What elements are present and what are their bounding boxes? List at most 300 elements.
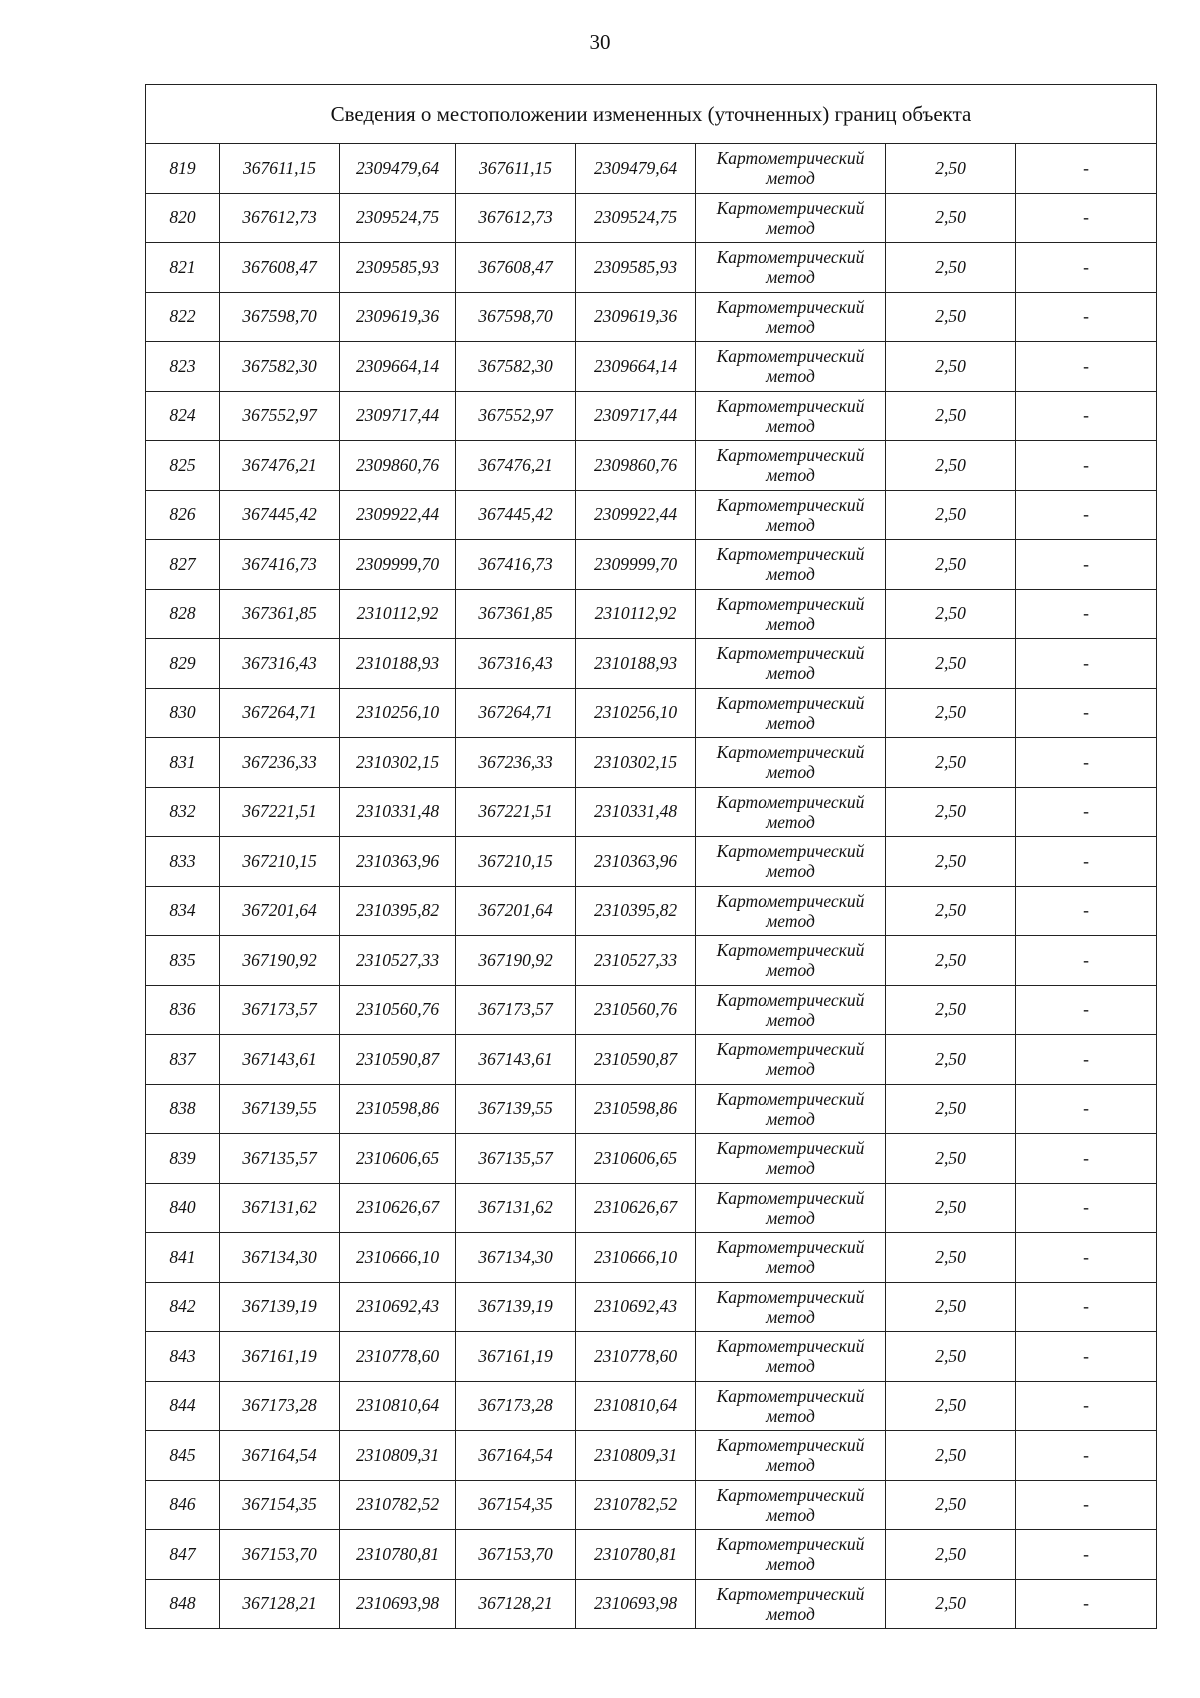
accuracy-cell: 2,50 — [886, 589, 1016, 639]
y-refined-cell: 2310810,64 — [576, 1381, 696, 1431]
x-refined-cell: 367143,61 — [456, 1035, 576, 1085]
y-existing-cell: 2309922,44 — [340, 490, 456, 540]
note-cell: - — [1016, 1579, 1157, 1629]
x-refined-cell: 367134,30 — [456, 1233, 576, 1283]
method-line-1: Картометрический — [716, 1187, 865, 1208]
table-row — [146, 1233, 1157, 1283]
table-row — [146, 1381, 1157, 1431]
y-existing-cell: 2310560,76 — [340, 985, 456, 1035]
method-line-2: метод — [766, 1158, 815, 1179]
point-number-cell: 819 — [146, 144, 220, 194]
method-line-1: Картометрический — [716, 247, 865, 268]
note-cell: - — [1016, 193, 1157, 243]
x-refined-cell: 367139,55 — [456, 1084, 576, 1134]
accuracy-cell: 2,50 — [886, 342, 1016, 392]
point-number-cell: 832 — [146, 787, 220, 837]
note-cell: - — [1016, 1134, 1157, 1184]
x-existing-cell: 367139,55 — [220, 1084, 340, 1134]
method-line-1: Картометрический — [716, 841, 865, 862]
x-existing-cell: 367445,42 — [220, 490, 340, 540]
note-cell: - — [1016, 787, 1157, 837]
method-line-1: Картометрический — [716, 643, 865, 664]
table-row — [146, 639, 1157, 689]
y-existing-cell: 2310527,33 — [340, 936, 456, 986]
method-cell — [696, 540, 886, 590]
y-existing-cell: 2310188,93 — [340, 639, 456, 689]
y-refined-cell: 2310782,52 — [576, 1480, 696, 1530]
x-existing-cell: 367154,35 — [220, 1480, 340, 1530]
method-line-1: Картометрический — [716, 890, 865, 911]
table-row — [146, 837, 1157, 887]
table-row — [146, 1134, 1157, 1184]
method-line-2: метод — [766, 514, 815, 535]
table-row — [146, 787, 1157, 837]
y-existing-cell: 2310590,87 — [340, 1035, 456, 1085]
y-existing-cell: 2310606,65 — [340, 1134, 456, 1184]
point-number-cell: 840 — [146, 1183, 220, 1233]
method-line-2: метод — [766, 316, 815, 337]
x-refined-cell: 367173,57 — [456, 985, 576, 1035]
x-existing-cell: 367134,30 — [220, 1233, 340, 1283]
x-refined-cell: 367128,21 — [456, 1579, 576, 1629]
x-existing-cell: 367236,33 — [220, 738, 340, 788]
note-cell: - — [1016, 886, 1157, 936]
note-cell: - — [1016, 1183, 1157, 1233]
x-existing-cell: 367135,57 — [220, 1134, 340, 1184]
x-refined-cell: 367582,30 — [456, 342, 576, 392]
x-existing-cell: 367173,57 — [220, 985, 340, 1035]
y-existing-cell: 2310256,10 — [340, 688, 456, 738]
point-number-cell: 824 — [146, 391, 220, 441]
x-refined-cell: 367201,64 — [456, 886, 576, 936]
x-existing-cell: 367190,92 — [220, 936, 340, 986]
y-refined-cell: 2310598,86 — [576, 1084, 696, 1134]
note-cell: - — [1016, 441, 1157, 491]
method-line-2: метод — [766, 811, 815, 832]
x-refined-cell: 367135,57 — [456, 1134, 576, 1184]
accuracy-cell: 2,50 — [886, 490, 1016, 540]
method-line-2: метод — [766, 1207, 815, 1228]
y-existing-cell: 2310782,52 — [340, 1480, 456, 1530]
note-cell: - — [1016, 243, 1157, 293]
x-refined-cell: 367154,35 — [456, 1480, 576, 1530]
note-cell: - — [1016, 1381, 1157, 1431]
y-existing-cell: 2310778,60 — [340, 1332, 456, 1382]
x-existing-cell: 367316,43 — [220, 639, 340, 689]
method-cell — [696, 193, 886, 243]
method-line-2: метод — [766, 1504, 815, 1525]
method-line-2: метод — [766, 1306, 815, 1327]
method-line-1: Картометрический — [716, 148, 865, 169]
point-number-cell: 828 — [146, 589, 220, 639]
accuracy-cell: 2,50 — [886, 540, 1016, 590]
x-existing-cell: 367128,21 — [220, 1579, 340, 1629]
method-line-2: метод — [766, 613, 815, 634]
method-line-2: метод — [766, 415, 815, 436]
method-line-2: метод — [766, 712, 815, 733]
table-title: Сведения о местоположении измененных (уточненных) границ объекта — [146, 85, 1157, 144]
y-existing-cell: 2310598,86 — [340, 1084, 456, 1134]
method-line-2: метод — [766, 1108, 815, 1129]
y-refined-cell: 2309619,36 — [576, 292, 696, 342]
method-cell — [696, 1381, 886, 1431]
method-line-1: Картометрический — [716, 1583, 865, 1604]
x-refined-cell: 367476,21 — [456, 441, 576, 491]
method-line-2: метод — [766, 1059, 815, 1080]
x-existing-cell: 367161,19 — [220, 1332, 340, 1382]
method-cell — [696, 441, 886, 491]
method-line-1: Картометрический — [716, 1534, 865, 1555]
y-refined-cell: 2310809,31 — [576, 1431, 696, 1481]
y-existing-cell: 2310693,98 — [340, 1579, 456, 1629]
method-line-1: Картометрический — [716, 989, 865, 1010]
method-cell — [696, 1134, 886, 1184]
method-cell — [696, 837, 886, 887]
method-line-1: Картометрический — [716, 1138, 865, 1159]
accuracy-cell: 2,50 — [886, 1431, 1016, 1481]
y-refined-cell: 2310780,81 — [576, 1530, 696, 1580]
y-existing-cell: 2310780,81 — [340, 1530, 456, 1580]
note-cell: - — [1016, 540, 1157, 590]
table-row — [146, 342, 1157, 392]
method-line-1: Картометрический — [716, 692, 865, 713]
x-existing-cell: 367139,19 — [220, 1282, 340, 1332]
note-cell: - — [1016, 391, 1157, 441]
x-refined-cell: 367210,15 — [456, 837, 576, 887]
table-row — [146, 144, 1157, 194]
method-line-2: метод — [766, 663, 815, 684]
table-row — [146, 1579, 1157, 1629]
y-existing-cell: 2310112,92 — [340, 589, 456, 639]
y-existing-cell: 2310331,48 — [340, 787, 456, 837]
method-line-2: метод — [766, 1603, 815, 1624]
point-number-cell: 822 — [146, 292, 220, 342]
x-refined-cell: 367153,70 — [456, 1530, 576, 1580]
y-refined-cell: 2310692,43 — [576, 1282, 696, 1332]
note-cell: - — [1016, 1480, 1157, 1530]
note-cell: - — [1016, 985, 1157, 1035]
method-line-1: Картометрический — [716, 197, 865, 218]
x-refined-cell: 367164,54 — [456, 1431, 576, 1481]
method-cell — [696, 985, 886, 1035]
y-existing-cell: 2310395,82 — [340, 886, 456, 936]
point-number-cell: 826 — [146, 490, 220, 540]
y-refined-cell: 2310331,48 — [576, 787, 696, 837]
method-line-2: метод — [766, 564, 815, 585]
note-cell: - — [1016, 144, 1157, 194]
point-number-cell: 842 — [146, 1282, 220, 1332]
point-number-cell: 821 — [146, 243, 220, 293]
accuracy-cell: 2,50 — [886, 1381, 1016, 1431]
note-cell: - — [1016, 342, 1157, 392]
accuracy-cell: 2,50 — [886, 1530, 1016, 1580]
y-existing-cell: 2310809,31 — [340, 1431, 456, 1481]
x-existing-cell: 367264,71 — [220, 688, 340, 738]
method-cell — [696, 342, 886, 392]
method-line-1: Картометрический — [716, 395, 865, 416]
method-line-2: метод — [766, 1455, 815, 1476]
table-row — [146, 688, 1157, 738]
method-line-1: Картометрический — [716, 1088, 865, 1109]
note-cell: - — [1016, 1431, 1157, 1481]
y-existing-cell: 2309585,93 — [340, 243, 456, 293]
x-existing-cell: 367143,61 — [220, 1035, 340, 1085]
x-refined-cell: 367598,70 — [456, 292, 576, 342]
x-refined-cell: 367173,28 — [456, 1381, 576, 1431]
x-refined-cell: 367221,51 — [456, 787, 576, 837]
x-refined-cell: 367611,15 — [456, 144, 576, 194]
method-cell — [696, 490, 886, 540]
accuracy-cell: 2,50 — [886, 1183, 1016, 1233]
y-existing-cell: 2309664,14 — [340, 342, 456, 392]
note-cell: - — [1016, 1035, 1157, 1085]
y-refined-cell: 2309479,64 — [576, 144, 696, 194]
y-refined-cell: 2310112,92 — [576, 589, 696, 639]
table-row — [146, 441, 1157, 491]
table-row — [146, 243, 1157, 293]
accuracy-cell: 2,50 — [886, 144, 1016, 194]
method-cell — [696, 1233, 886, 1283]
method-line-2: метод — [766, 910, 815, 931]
y-existing-cell: 2310302,15 — [340, 738, 456, 788]
coordinates-table — [145, 84, 1157, 1629]
y-refined-cell: 2310560,76 — [576, 985, 696, 1035]
y-refined-cell: 2310666,10 — [576, 1233, 696, 1283]
accuracy-cell: 2,50 — [886, 193, 1016, 243]
accuracy-cell: 2,50 — [886, 639, 1016, 689]
table-row — [146, 1084, 1157, 1134]
method-line-1: Картометрический — [716, 791, 865, 812]
method-cell — [696, 589, 886, 639]
point-number-cell: 847 — [146, 1530, 220, 1580]
method-line-2: метод — [766, 217, 815, 238]
y-refined-cell: 2310302,15 — [576, 738, 696, 788]
x-refined-cell: 367608,47 — [456, 243, 576, 293]
point-number-cell: 833 — [146, 837, 220, 887]
x-existing-cell: 367201,64 — [220, 886, 340, 936]
note-cell: - — [1016, 589, 1157, 639]
method-cell — [696, 292, 886, 342]
note-cell: - — [1016, 1084, 1157, 1134]
x-existing-cell: 367361,85 — [220, 589, 340, 639]
y-existing-cell: 2309619,36 — [340, 292, 456, 342]
method-line-1: Картометрический — [716, 494, 865, 515]
y-refined-cell: 2310363,96 — [576, 837, 696, 887]
y-refined-cell: 2309585,93 — [576, 243, 696, 293]
x-existing-cell: 367153,70 — [220, 1530, 340, 1580]
method-line-1: Картометрический — [716, 1336, 865, 1357]
x-refined-cell: 367416,73 — [456, 540, 576, 590]
point-number-cell: 839 — [146, 1134, 220, 1184]
x-existing-cell: 367611,15 — [220, 144, 340, 194]
x-refined-cell: 367264,71 — [456, 688, 576, 738]
point-number-cell: 843 — [146, 1332, 220, 1382]
table-row — [146, 1332, 1157, 1382]
table-row — [146, 1530, 1157, 1580]
y-existing-cell: 2310626,67 — [340, 1183, 456, 1233]
method-cell — [696, 1530, 886, 1580]
method-cell — [696, 391, 886, 441]
method-line-2: метод — [766, 1405, 815, 1426]
x-existing-cell: 367221,51 — [220, 787, 340, 837]
y-refined-cell: 2309999,70 — [576, 540, 696, 590]
method-line-1: Картометрический — [716, 346, 865, 367]
accuracy-cell: 2,50 — [886, 1035, 1016, 1085]
x-refined-cell: 367131,62 — [456, 1183, 576, 1233]
x-refined-cell: 367190,92 — [456, 936, 576, 986]
accuracy-cell: 2,50 — [886, 1233, 1016, 1283]
method-line-2: метод — [766, 1009, 815, 1030]
table-row — [146, 1480, 1157, 1530]
table-row — [146, 1183, 1157, 1233]
point-number-cell: 825 — [146, 441, 220, 491]
x-existing-cell: 367210,15 — [220, 837, 340, 887]
y-refined-cell: 2310395,82 — [576, 886, 696, 936]
x-existing-cell: 367598,70 — [220, 292, 340, 342]
table-row — [146, 490, 1157, 540]
accuracy-cell: 2,50 — [886, 1332, 1016, 1382]
x-refined-cell: 367316,43 — [456, 639, 576, 689]
note-cell: - — [1016, 1282, 1157, 1332]
method-line-2: метод — [766, 168, 815, 189]
accuracy-cell: 2,50 — [886, 688, 1016, 738]
y-refined-cell: 2309664,14 — [576, 342, 696, 392]
point-number-cell: 831 — [146, 738, 220, 788]
accuracy-cell: 2,50 — [886, 787, 1016, 837]
y-refined-cell: 2310606,65 — [576, 1134, 696, 1184]
accuracy-cell: 2,50 — [886, 441, 1016, 491]
method-line-2: метод — [766, 1356, 815, 1377]
y-refined-cell: 2310693,98 — [576, 1579, 696, 1629]
y-refined-cell: 2309860,76 — [576, 441, 696, 491]
table-row — [146, 1282, 1157, 1332]
method-line-2: метод — [766, 861, 815, 882]
table-row — [146, 391, 1157, 441]
table-row — [146, 886, 1157, 936]
point-number-cell: 846 — [146, 1480, 220, 1530]
method-cell — [696, 1084, 886, 1134]
x-refined-cell: 367552,97 — [456, 391, 576, 441]
y-existing-cell: 2310666,10 — [340, 1233, 456, 1283]
table-row — [146, 936, 1157, 986]
method-cell — [696, 738, 886, 788]
x-existing-cell: 367173,28 — [220, 1381, 340, 1431]
accuracy-cell: 2,50 — [886, 1480, 1016, 1530]
point-number-cell: 834 — [146, 886, 220, 936]
table-row — [146, 1431, 1157, 1481]
accuracy-cell: 2,50 — [886, 292, 1016, 342]
x-existing-cell: 367552,97 — [220, 391, 340, 441]
accuracy-cell: 2,50 — [886, 1084, 1016, 1134]
method-cell — [696, 243, 886, 293]
x-existing-cell: 367416,73 — [220, 540, 340, 590]
method-line-2: метод — [766, 1257, 815, 1278]
table-row — [146, 738, 1157, 788]
method-cell — [696, 886, 886, 936]
method-cell — [696, 1579, 886, 1629]
y-refined-cell: 2310626,67 — [576, 1183, 696, 1233]
method-line-1: Картометрический — [716, 940, 865, 961]
y-refined-cell: 2309922,44 — [576, 490, 696, 540]
method-line-2: метод — [766, 762, 815, 783]
method-cell — [696, 1332, 886, 1382]
y-refined-cell: 2310778,60 — [576, 1332, 696, 1382]
method-line-2: метод — [766, 1554, 815, 1575]
method-line-1: Картометрический — [716, 544, 865, 565]
method-cell — [696, 688, 886, 738]
method-cell — [696, 144, 886, 194]
method-cell — [696, 1431, 886, 1481]
page-number: 30 — [589, 30, 611, 54]
x-refined-cell: 367361,85 — [456, 589, 576, 639]
point-number-cell: 841 — [146, 1233, 220, 1283]
y-existing-cell: 2309860,76 — [340, 441, 456, 491]
x-refined-cell: 367139,19 — [456, 1282, 576, 1332]
method-line-1: Картометрический — [716, 1385, 865, 1406]
x-existing-cell: 367608,47 — [220, 243, 340, 293]
method-line-1: Картометрический — [716, 1237, 865, 1258]
accuracy-cell: 2,50 — [886, 1134, 1016, 1184]
table-row — [146, 540, 1157, 590]
note-cell: - — [1016, 1233, 1157, 1283]
y-existing-cell: 2310810,64 — [340, 1381, 456, 1431]
note-cell: - — [1016, 936, 1157, 986]
point-number-cell: 830 — [146, 688, 220, 738]
method-cell — [696, 1282, 886, 1332]
y-refined-cell: 2310590,87 — [576, 1035, 696, 1085]
accuracy-cell: 2,50 — [886, 243, 1016, 293]
x-existing-cell: 367476,21 — [220, 441, 340, 491]
x-existing-cell: 367164,54 — [220, 1431, 340, 1481]
y-refined-cell: 2309524,75 — [576, 193, 696, 243]
accuracy-cell: 2,50 — [886, 738, 1016, 788]
y-refined-cell: 2309717,44 — [576, 391, 696, 441]
method-cell — [696, 787, 886, 837]
note-cell: - — [1016, 738, 1157, 788]
y-existing-cell: 2309717,44 — [340, 391, 456, 441]
note-cell: - — [1016, 837, 1157, 887]
y-refined-cell: 2310527,33 — [576, 936, 696, 986]
method-line-1: Картометрический — [716, 1039, 865, 1060]
note-cell: - — [1016, 688, 1157, 738]
point-number-cell: 844 — [146, 1381, 220, 1431]
accuracy-cell: 2,50 — [886, 936, 1016, 986]
point-number-cell: 823 — [146, 342, 220, 392]
y-existing-cell: 2310692,43 — [340, 1282, 456, 1332]
x-refined-cell: 367445,42 — [456, 490, 576, 540]
accuracy-cell: 2,50 — [886, 886, 1016, 936]
accuracy-cell: 2,50 — [886, 837, 1016, 887]
x-refined-cell: 367612,73 — [456, 193, 576, 243]
point-number-cell: 845 — [146, 1431, 220, 1481]
point-number-cell: 835 — [146, 936, 220, 986]
method-line-1: Картометрический — [716, 296, 865, 317]
method-line-1: Картометрический — [716, 1435, 865, 1456]
note-cell: - — [1016, 1530, 1157, 1580]
y-existing-cell: 2310363,96 — [340, 837, 456, 887]
method-cell — [696, 1035, 886, 1085]
method-line-2: метод — [766, 267, 815, 288]
point-number-cell: 836 — [146, 985, 220, 1035]
point-number-cell: 820 — [146, 193, 220, 243]
method-cell — [696, 1480, 886, 1530]
method-line-1: Картометрический — [716, 742, 865, 763]
accuracy-cell: 2,50 — [886, 1282, 1016, 1332]
note-cell: - — [1016, 1332, 1157, 1382]
x-refined-cell: 367161,19 — [456, 1332, 576, 1382]
table-row — [146, 292, 1157, 342]
method-line-1: Картометрический — [716, 593, 865, 614]
